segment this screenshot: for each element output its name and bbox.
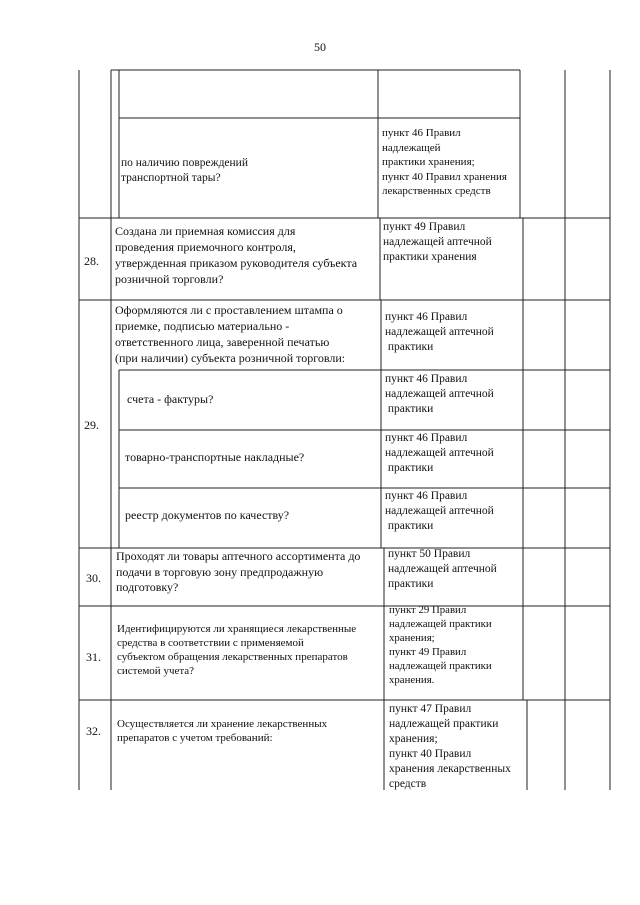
- row-question: счета - фактуры?: [127, 392, 214, 406]
- row-reference: пункт 46 Правил надлежащей аптечной практики: [385, 373, 494, 415]
- row-number: 28.: [84, 254, 99, 268]
- row-question: Оформляются ли с проставлением штампа о приемке, подписью материально - ответственного лица, заверенной печатью (при наличии) субъекта розничной торговли:: [115, 303, 346, 365]
- row-reference: пункт 50 Правил надлежащей аптечной практики: [388, 548, 497, 590]
- row-question: товарно-транспортные накладные?: [125, 450, 305, 464]
- page-number: 50: [314, 40, 326, 54]
- row-reference: пункт 46 Правил надлежащей аптечной практики: [385, 311, 494, 353]
- row-question: Создана ли приемная комиссия для проведения приемочного контроля, утвержденная приказом руководителя субъекта розничной торговли?: [115, 224, 358, 286]
- row-reference: пункт 47 Правил надлежащей практики хранения; пункт 40 Правил хранения лекарственных средств: [389, 703, 511, 790]
- row-question: по наличию повреждений транспортной тары?: [121, 157, 248, 184]
- row-reference: пункт 46 Правил надлежащей практики хранения; пункт 40 Правил хранения лекарственных средств: [382, 127, 507, 197]
- row-number: 31.: [86, 650, 101, 664]
- row-reference: пункт 46 Правил надлежащей аптечной практики: [385, 490, 494, 532]
- row-question: реестр документов по качеству?: [125, 508, 290, 522]
- row-reference: пункт 46 Правил надлежащей аптечной практики: [385, 432, 494, 474]
- row-number: 29.: [84, 418, 99, 432]
- row-question: Проходят ли товары аптечного ассортимента до подачи в торговую зону предпродажную подготовку?: [116, 549, 361, 594]
- row-reference: пункт 49 Правил надлежащей аптечной практики хранения: [383, 221, 492, 263]
- row-question: Идентифицируются ли хранящиеся лекарственные средства в соответствии с применяемой субъектом обращения лекарственных препаратов системой учета?: [117, 623, 357, 677]
- row-number: 30.: [86, 571, 101, 585]
- row-question: Осуществляется ли хранение лекарственных препаратов с учетом требований:: [117, 718, 328, 744]
- row-number: 32.: [86, 724, 101, 738]
- row-reference: пункт 29 Правил надлежащей практики хранения; пункт 49 Правил надлежащей практики хранения.: [389, 604, 492, 686]
